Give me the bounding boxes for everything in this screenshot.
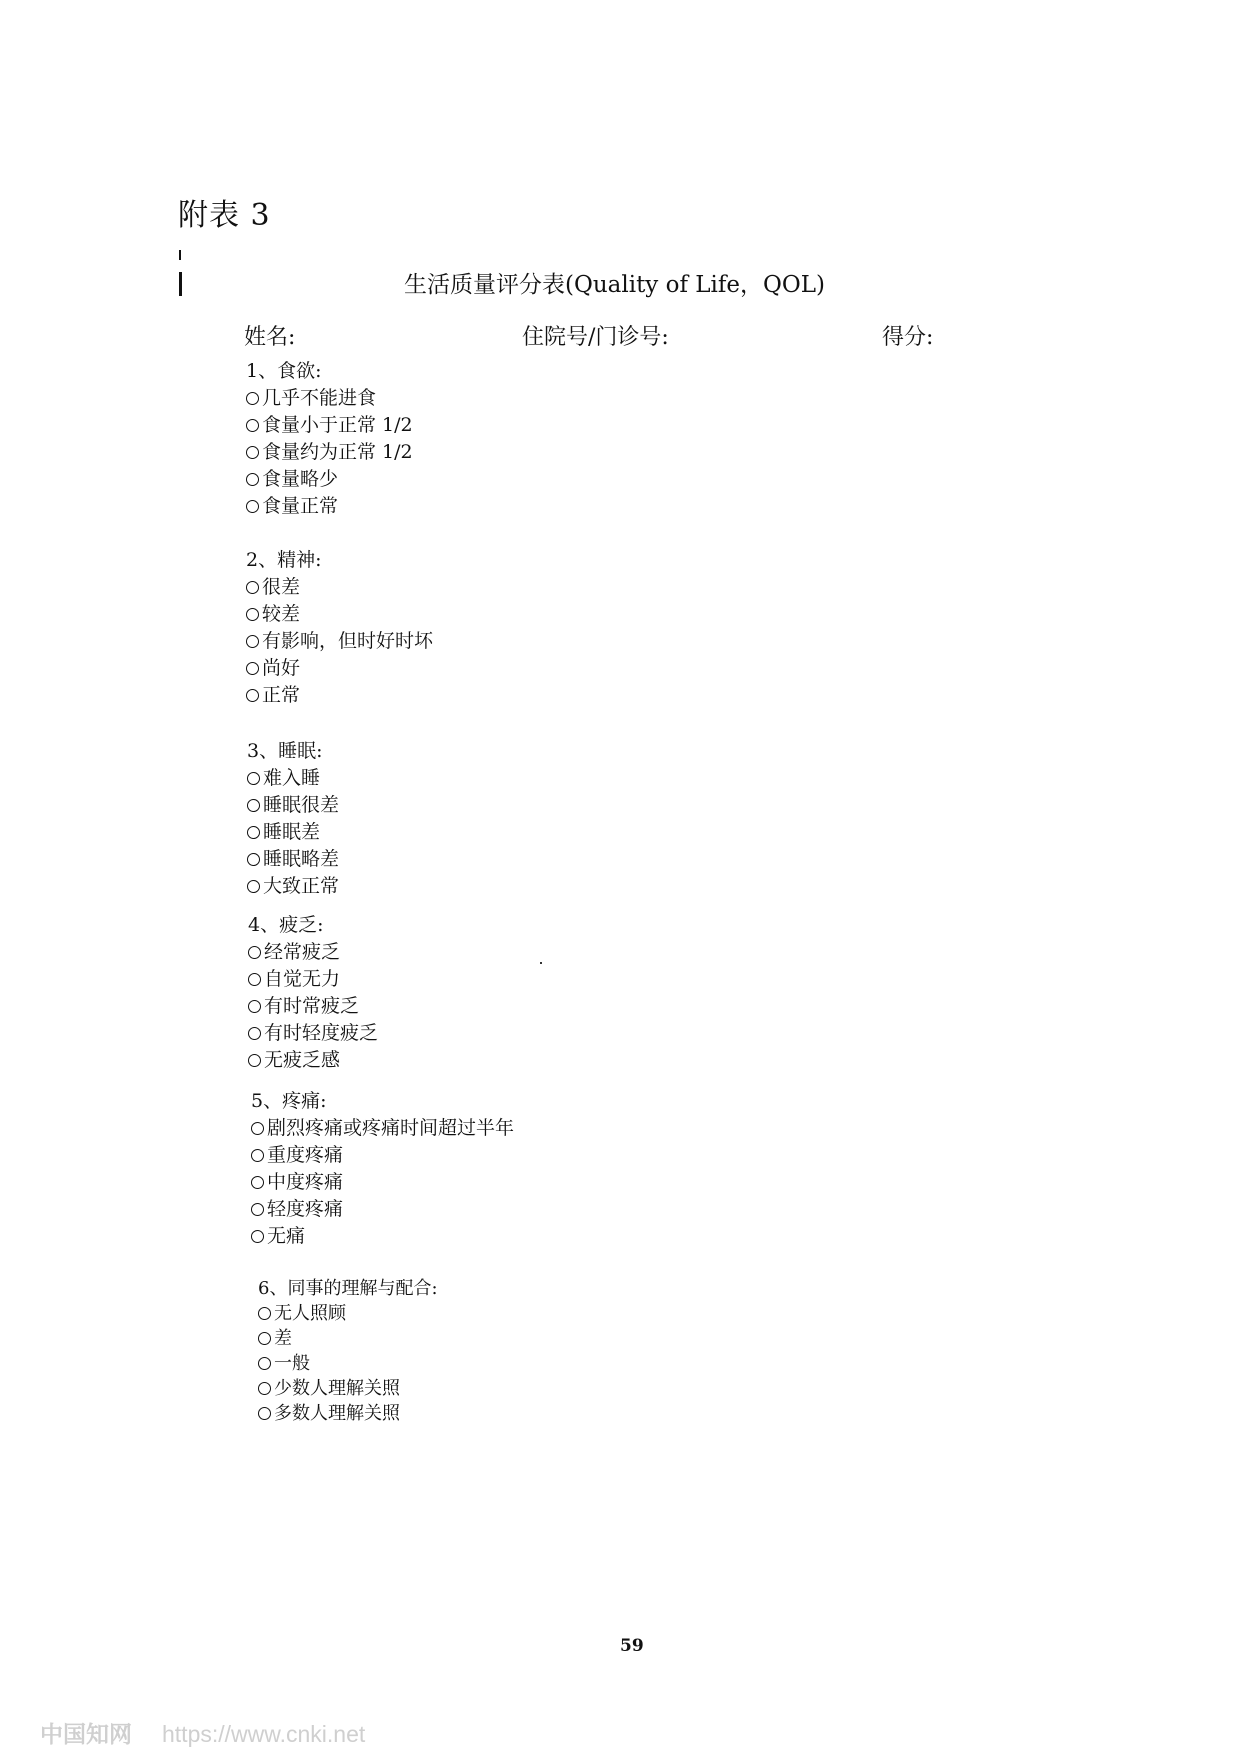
option-item[interactable] — [258, 1376, 438, 1401]
radio-circle-icon[interactable] — [248, 1027, 261, 1040]
option-label: 一般 — [274, 1353, 310, 1374]
option-item[interactable] — [246, 466, 413, 493]
radio-circle-icon[interactable] — [246, 446, 259, 459]
option-label: 有影响，但时好时坏 — [262, 630, 434, 652]
question-fatigue — [248, 912, 378, 1074]
option-label: 有时常疲乏 — [264, 995, 360, 1017]
option-label: 中度疼痛 — [267, 1171, 344, 1193]
option-label: 尚好 — [262, 657, 301, 679]
radio-circle-icon[interactable] — [251, 1176, 264, 1189]
option-label: 剧烈疼痛或疼痛时间超过半年 — [267, 1117, 515, 1139]
margin-scan-mark — [179, 272, 182, 296]
option-label: 多数人理解关照 — [274, 1403, 400, 1424]
option-item[interactable] — [258, 1301, 438, 1326]
question-title: 5、疼痛: — [251, 1090, 327, 1112]
option-item[interactable] — [258, 1401, 438, 1426]
option-item[interactable] — [246, 682, 433, 709]
question-appetite — [246, 358, 413, 520]
option-label: 少数人理解关照 — [274, 1378, 400, 1399]
option-label: 难入睡 — [263, 767, 321, 789]
option-item[interactable] — [251, 1142, 514, 1169]
option-item[interactable] — [247, 873, 339, 900]
radio-circle-icon[interactable] — [258, 1332, 271, 1345]
form-title: 生活质量评分表(Quality of Life，QOL) — [404, 272, 825, 298]
option-item[interactable] — [251, 1169, 514, 1196]
option-item[interactable] — [248, 939, 378, 966]
watermark-brand: 中国知网 — [40, 1721, 132, 1747]
patient-id-field-label: 住院号/门诊号: — [522, 325, 669, 350]
option-item[interactable] — [246, 601, 433, 628]
radio-circle-icon[interactable] — [251, 1230, 264, 1243]
option-label: 无疲乏感 — [264, 1049, 341, 1071]
option-label: 很差 — [262, 576, 301, 598]
radio-circle-icon[interactable] — [246, 419, 259, 432]
option-label: 睡眠略差 — [263, 848, 340, 870]
option-item[interactable] — [246, 412, 413, 439]
radio-circle-icon[interactable] — [251, 1122, 264, 1135]
radio-circle-icon[interactable] — [248, 973, 261, 986]
option-label: 差 — [274, 1328, 292, 1349]
option-item[interactable] — [247, 819, 339, 846]
option-item[interactable] — [247, 792, 339, 819]
radio-circle-icon[interactable] — [247, 853, 260, 866]
radio-circle-icon[interactable] — [258, 1357, 271, 1370]
option-item[interactable] — [248, 1047, 378, 1074]
radio-circle-icon[interactable] — [246, 608, 259, 621]
option-label: 睡眠很差 — [263, 794, 340, 816]
question-title: 2、精神: — [246, 549, 322, 571]
option-label: 几乎不能进食 — [262, 387, 377, 409]
option-item[interactable] — [258, 1326, 438, 1351]
option-item[interactable] — [251, 1196, 514, 1223]
radio-circle-icon[interactable] — [251, 1149, 264, 1162]
question-title: 1、食欲: — [246, 360, 322, 382]
radio-circle-icon[interactable] — [246, 689, 259, 702]
option-item[interactable] — [251, 1115, 514, 1142]
page-number: 59 — [620, 1636, 644, 1656]
radio-circle-icon[interactable] — [246, 635, 259, 648]
option-item[interactable] — [246, 574, 433, 601]
option-label: 大致正常 — [263, 875, 340, 897]
option-label: 睡眠差 — [263, 821, 321, 843]
option-label: 经常疲乏 — [264, 941, 341, 963]
option-item[interactable] — [246, 655, 433, 682]
radio-circle-icon[interactable] — [247, 799, 260, 812]
radio-circle-icon[interactable] — [246, 392, 259, 405]
option-item[interactable] — [247, 765, 339, 792]
radio-circle-icon[interactable] — [246, 581, 259, 594]
option-label: 食量正常 — [262, 495, 339, 517]
option-label: 轻度疼痛 — [267, 1198, 344, 1220]
option-label: 重度疼痛 — [267, 1144, 344, 1166]
question-colleague-support — [258, 1276, 438, 1426]
radio-circle-icon[interactable] — [247, 826, 260, 839]
option-label: 食量小于正常 1/2 — [262, 414, 413, 436]
option-label: 自觉无力 — [264, 968, 341, 990]
option-label: 食量略少 — [262, 468, 339, 490]
radio-circle-icon[interactable] — [248, 1000, 261, 1013]
name-field-label: 姓名: — [244, 325, 296, 350]
option-item[interactable] — [246, 628, 433, 655]
question-title: 4、疲乏: — [248, 914, 324, 936]
radio-circle-icon[interactable] — [246, 662, 259, 675]
option-label: 无痛 — [267, 1225, 306, 1247]
scan-speck — [540, 962, 542, 964]
radio-circle-icon[interactable] — [247, 772, 260, 785]
option-item[interactable] — [246, 385, 413, 412]
radio-circle-icon[interactable] — [248, 946, 261, 959]
watermark-url: https://www.cnki.net — [162, 1721, 366, 1747]
option-item[interactable] — [248, 966, 378, 993]
option-item[interactable] — [248, 993, 378, 1020]
radio-circle-icon[interactable] — [247, 880, 260, 893]
option-item[interactable] — [246, 493, 413, 520]
option-item[interactable] — [251, 1223, 514, 1250]
option-label: 正常 — [262, 684, 301, 706]
radio-circle-icon[interactable] — [258, 1407, 271, 1420]
option-label: 无人照顾 — [274, 1303, 346, 1324]
radio-circle-icon[interactable] — [248, 1054, 261, 1067]
radio-circle-icon[interactable] — [258, 1307, 271, 1320]
score-field-label: 得分: — [882, 325, 934, 350]
option-label: 较差 — [262, 603, 301, 625]
option-label: 食量约为正常 1/2 — [262, 441, 413, 463]
option-item[interactable] — [258, 1351, 438, 1376]
option-item[interactable] — [247, 846, 339, 873]
question-title: 6、同事的理解与配合: — [258, 1278, 438, 1299]
cnki-watermark — [40, 1716, 365, 1749]
question-spirit — [246, 547, 433, 709]
radio-circle-icon[interactable] — [258, 1382, 271, 1395]
option-label: 有时轻度疲乏 — [264, 1022, 379, 1044]
radio-circle-icon[interactable] — [251, 1203, 264, 1216]
radio-circle-icon[interactable] — [246, 473, 259, 486]
appendix-label: 附表 3 — [178, 198, 271, 233]
question-pain — [251, 1088, 514, 1250]
radio-circle-icon[interactable] — [246, 500, 259, 513]
option-item[interactable] — [248, 1020, 378, 1047]
margin-scan-mark — [179, 250, 181, 260]
question-title: 3、睡眠: — [247, 740, 323, 762]
option-item[interactable] — [246, 439, 413, 466]
question-sleep — [247, 738, 339, 900]
